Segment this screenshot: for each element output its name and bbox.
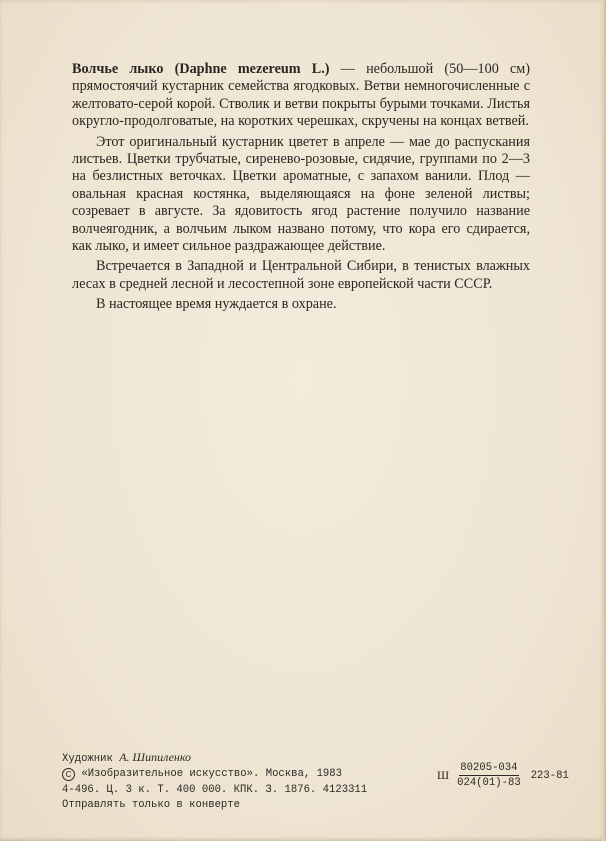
- copyright-icon: C: [62, 768, 75, 781]
- catalog-code: [437, 762, 569, 789]
- mail-note: Отправлять только в конверте: [62, 798, 241, 811]
- publisher-text: «Изобразительное искусство». Москва, 1983: [81, 768, 343, 781]
- imprint: [62, 750, 422, 813]
- code-fraction: [457, 762, 521, 789]
- paragraph-description: [72, 61, 530, 131]
- article-text: [72, 61, 530, 317]
- card-edge: [602, 0, 606, 841]
- code-suffix: 223-81: [530, 769, 569, 782]
- paragraph-habitat: Встречается в Западной и Центральной Сибири, в тенистых влажных лесах в средней лесной и лесостепной зоне европейской части СССР.: [72, 258, 530, 292]
- code-denominator: 024(01)-83: [457, 777, 521, 789]
- code-letter: Ш: [437, 768, 450, 782]
- print-info: 4-496. Ц. 3 к. Т. 400 000. КПК. З. 1876. 4123311: [62, 783, 368, 796]
- paragraph-protection: В настоящее время нуждается в охране.: [96, 296, 337, 313]
- artist-label: Художник: [62, 753, 113, 765]
- paragraph-flowering: Этот оригинальный кустарник цветет в апреле — мае до распускания листьев. Цветки трубчатые, сиренево-розовые, сидячие, группами по 2—3 на безлистных веточках. Цветки ароматные, с запахом ванили. Плод — овальная красная костянка, выделяющаяся на фоне зеленой листвы; созревает в августе. За ядовитость ягод растение получило название волчеягодник, а волчьим лыком названо потому, что кора его сдирается, как лыко, и имеет сильное раздражающее действие.: [72, 133, 530, 255]
- publisher-line: [62, 767, 422, 782]
- artist-line: [62, 750, 422, 767]
- paragraph-description-text: — небольшой (50—100 см) прямостоячий кустарник семейства ягодковых. Ветви немногочисленные с желтовато-серой корой. Стволик и ветви покрыты бурыми точками. Листья округло-продолговатые, на коротких черешках, скручены на концах ветвей.: [72, 61, 530, 130]
- code-numerator: 80205-034: [460, 762, 518, 774]
- artist-name: А. Шипиленко: [119, 750, 192, 764]
- article-title: Волчье лыко (Daphne mezereum L.): [72, 61, 330, 77]
